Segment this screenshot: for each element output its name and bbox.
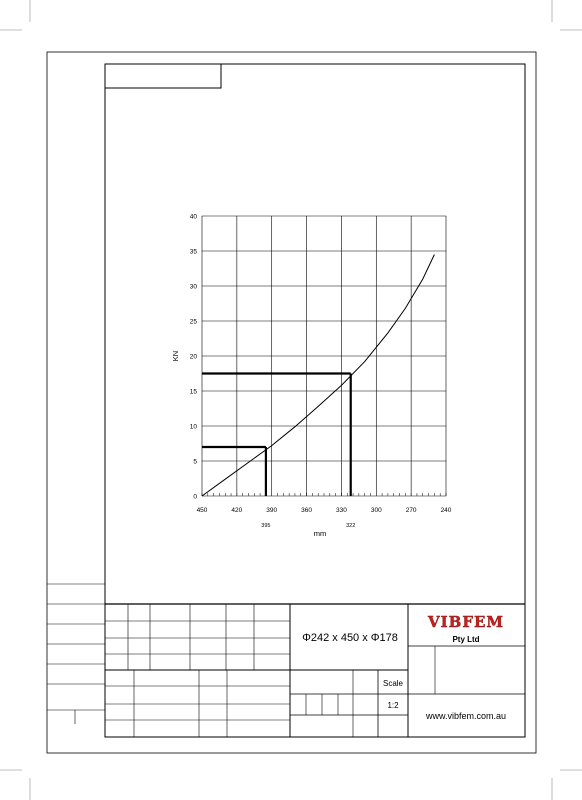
y-tick-label: 15 <box>189 388 197 396</box>
marker-label: 322 <box>346 523 356 529</box>
y-tick-label: 30 <box>189 283 197 291</box>
outer-border <box>47 52 536 753</box>
scale-value: 1:2 <box>387 701 399 710</box>
x-tick-label: 450 <box>196 507 208 514</box>
y-axis-label: KN <box>171 350 180 362</box>
part-description: Φ242 x 450 x Φ178 <box>302 632 398 644</box>
y-tick-label: 5 <box>193 458 197 466</box>
website-link[interactable]: www.vibfem.com.au <box>425 711 507 721</box>
revision-strip <box>47 584 105 724</box>
x-tick-label: 420 <box>231 507 243 514</box>
scale-label: Scale <box>382 679 404 688</box>
force-displacement-chart <box>171 213 452 538</box>
company-logo: VIBFEM <box>427 613 505 631</box>
y-tick-label: 0 <box>193 493 197 501</box>
x-axis-label: mm <box>313 529 327 538</box>
x-tick-label: 390 <box>266 507 278 514</box>
x-tick-label: 330 <box>335 507 347 514</box>
y-tick-label: 10 <box>189 423 197 431</box>
y-tick-label: 40 <box>189 213 197 221</box>
x-tick-label: 270 <box>405 507 417 514</box>
x-tick-label: 240 <box>440 507 452 514</box>
x-tick-label: 360 <box>301 507 313 514</box>
marker-label: 395 <box>261 523 271 529</box>
y-tick-label: 35 <box>189 248 197 256</box>
company-suffix: Pty Ltd <box>452 635 480 644</box>
top-label-box <box>105 64 221 88</box>
y-tick-label: 25 <box>189 318 197 326</box>
x-tick-label: 300 <box>370 507 382 514</box>
y-tick-label: 20 <box>189 353 197 361</box>
